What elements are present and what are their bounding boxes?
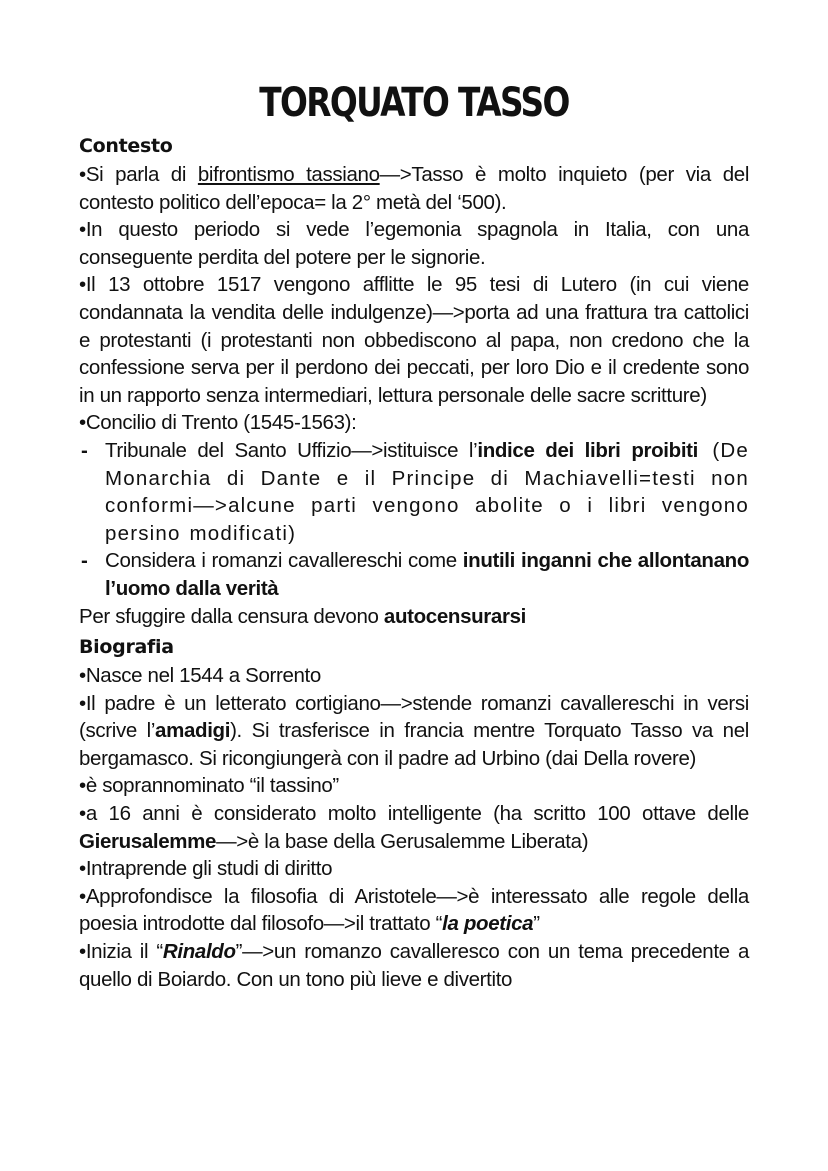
paragraph-text: •Approfondisce la filosofia di Aristotele—>è interessato alle regole della poesia introdotte dal filosofo—>il trattato “ xyxy=(79,884,749,936)
document-body xyxy=(79,132,749,993)
paragraph-text: —>Tasso è molto inquieto (per via del contesto politico dell’epoca= la 2° metà del ‘500). xyxy=(79,163,750,214)
paragraph-lutero: •Il 13 ottobre 1517 vengono afflitte le 95 tesi di Lutero (in cui viene condannata la vendita delle indulgenze)—>porta ad una frattura tra cattolici e protestanti (i protestanti non obbediscono al papa, non credono che la confessione serva per il perdono dei peccati, per loro Dio e il credente sono in un rapporto senza intermediari, lettura personale delle sacre scritture) xyxy=(79,273,749,407)
paragraph-rinaldo xyxy=(79,938,749,993)
paragraph-text: •Il padre è un letterato cortigiano—>stende romanzi cavallereschi in versi (scrive l’ xyxy=(79,691,749,743)
bold-term: indice dei libri proibiti xyxy=(477,438,698,462)
paragraph-text: •Inizia il “ xyxy=(79,940,163,964)
paragraph-text: ). Si trasferisce in francia mentre Torquato Tasso va nel bergamasco. Si ricongiungerà con il padre ad Urbino (dai Della rovere) xyxy=(79,719,749,770)
paragraph-concilio: •Concilio di Trento (1545-1563): xyxy=(79,411,357,435)
bold-term: amadigi xyxy=(155,719,231,743)
bold-term: Gierusalemme xyxy=(79,829,217,853)
paragraph-diritto: •Intraprende gli studi di diritto xyxy=(79,857,333,881)
underlined-term: bifrontismo tassiano xyxy=(197,163,380,186)
dash-marker: - xyxy=(81,549,88,573)
dash-marker: - xyxy=(81,438,88,462)
section-heading-contesto: Contesto xyxy=(79,135,173,157)
bold-term: inutili inganni che allontanano l’uomo dalla verità xyxy=(105,549,749,600)
paragraph-soprannome: •è soprannominato “il tassino” xyxy=(79,774,339,798)
dash-text: Tribunale del Santo Uffizio—>istituisce l’ xyxy=(105,438,478,462)
paragraph-nascita: •Nasce nel 1544 a Sorrento xyxy=(79,664,321,688)
paragraph-text: Per sfuggire dalla censura devono xyxy=(79,604,384,628)
dash-item-tribunale xyxy=(79,437,749,547)
paragraph-bifrontismo xyxy=(79,161,749,216)
bullet-text: •Si parla di xyxy=(79,163,198,186)
paragraph-text: ” xyxy=(533,912,540,936)
bold-italic-term: Rinaldo xyxy=(162,940,236,964)
paragraph-text: •a 16 anni è considerato molto intelligente (ha scritto 100 ottave delle xyxy=(79,802,749,826)
paragraph-padre xyxy=(79,690,749,773)
document-title: TORQUATO TASSO xyxy=(259,80,569,126)
section-heading-biografia: Biografia xyxy=(79,636,174,659)
paragraph-text: —>è la base della Gerusalemme Liberata) xyxy=(216,829,589,853)
paragraph-egemonia: •In questo periodo si vede l’egemonia spagnola in Italia, con una conseguente perdita del potere per le signorie. xyxy=(79,218,749,269)
paragraph-autocensura xyxy=(79,603,749,631)
paragraph-sedici-anni xyxy=(79,800,749,855)
dash-text: Considera i romanzi cavallereschi come xyxy=(105,549,463,573)
dash-text: (De Monarchia di Dante e il Principe di Machiavelli=testi non conformi—>alcune parti vengono abolite o i libri vengono persino modificati) xyxy=(105,438,749,545)
paragraph-text: ”—>un romanzo cavalleresco con un tema precedente a quello di Boiardo. Con un tono più lieve e divertito xyxy=(79,940,749,991)
dash-item-romanzi xyxy=(79,547,749,602)
paragraph-aristotele xyxy=(79,883,749,938)
bold-term: autocensurarsi xyxy=(383,604,526,628)
bold-italic-term: la poetica xyxy=(442,912,534,936)
